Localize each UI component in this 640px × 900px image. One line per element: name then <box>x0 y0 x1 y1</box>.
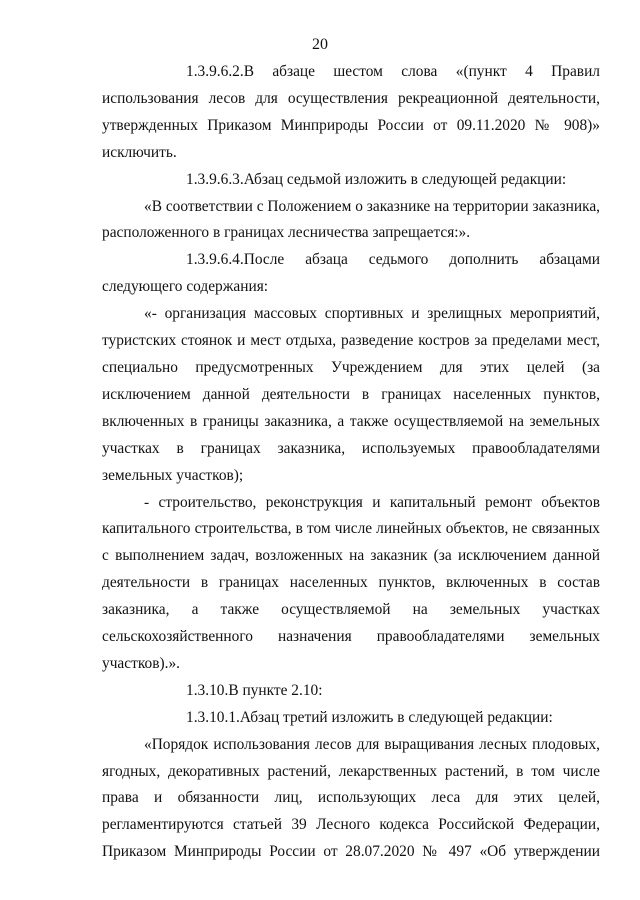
paragraph-1-3-10-1 <box>102 705 600 732</box>
paragraph-text: В абзаце шестом слова «(пункт 4 Правил использования лесов для осуществления рекреационной деятельности, утвержденных Приказом Минприроды России от 09.11.2020 № 908)» исключить. <box>102 63 600 161</box>
clause-number: 1.3.9.6.4. <box>186 251 244 269</box>
document-body <box>102 59 600 866</box>
quoted-paragraph <box>102 194 600 248</box>
paragraph-text: - строительство, реконструкция и капитальный ремонт объектов капитального строительства, в том числе линейных объектов, не связанных с выполнением задач, возложенных на заказник (за исключением данной деятельности в границах населенных пунктов, включенных в состав заказника, а также осуществляемой на земельных участках сельскохозяйственного назначения правообладателями земельных участков).». <box>102 493 600 672</box>
paragraph-text: В пункте 2.10: <box>228 681 323 699</box>
clause-number: 1.3.9.6.2. <box>186 63 244 80</box>
paragraph-1-3-9-6-3 <box>102 167 600 194</box>
clause-number: 1.3.10.1. <box>186 708 240 726</box>
clause-number: 1.3.9.6.3. <box>186 170 244 188</box>
paragraph-text: «В соответствии с Положением о заказнике на территории заказника, расположенного в границах лесничества запрещается:». <box>102 197 600 242</box>
paragraph-1-3-10 <box>102 678 600 705</box>
paragraph-1-3-9-6-4 <box>102 247 600 301</box>
paragraph-text: «Порядок использования лесов для выращивания лесных плодовых, ягодных, декоративных растений, лекарственных растений, в том числе права и обязанности лиц, использующих леса для этих целей, регламентируются статьей 39 Лесного кодекса Российской Федерации, Приказом Минприроды России от 28.07.2020 № 497 «Об утверждении <box>102 735 600 861</box>
paragraph-text: Абзац третий изложить в следующей редакции: <box>239 708 553 726</box>
paragraph-text: Абзац седьмой изложить в следующей редакции: <box>243 170 567 188</box>
page-number: 20 <box>312 36 328 53</box>
paragraph-text: После абзаца седьмого дополнить абзацами следующего содержания: <box>102 251 600 296</box>
list-item-paragraph <box>102 490 600 678</box>
paragraph-1-3-9-6-2 <box>102 59 600 167</box>
quoted-paragraph <box>102 732 600 867</box>
paragraph-text: «- организация массовых спортивных и зрелищных мероприятий, туристских стоянок и мест отдыха, разведение костров за пределами мест, специально предусмотренных Учреждением для этих целей (за исключением данной деятельности в границах населенных пунктов, включенных в границы заказника, а также осуществляемой на земельных участках в границах заказника, используемых правообладателями земельных участков); <box>102 305 600 484</box>
clause-number: 1.3.10. <box>186 681 229 699</box>
list-item-paragraph <box>102 301 600 489</box>
